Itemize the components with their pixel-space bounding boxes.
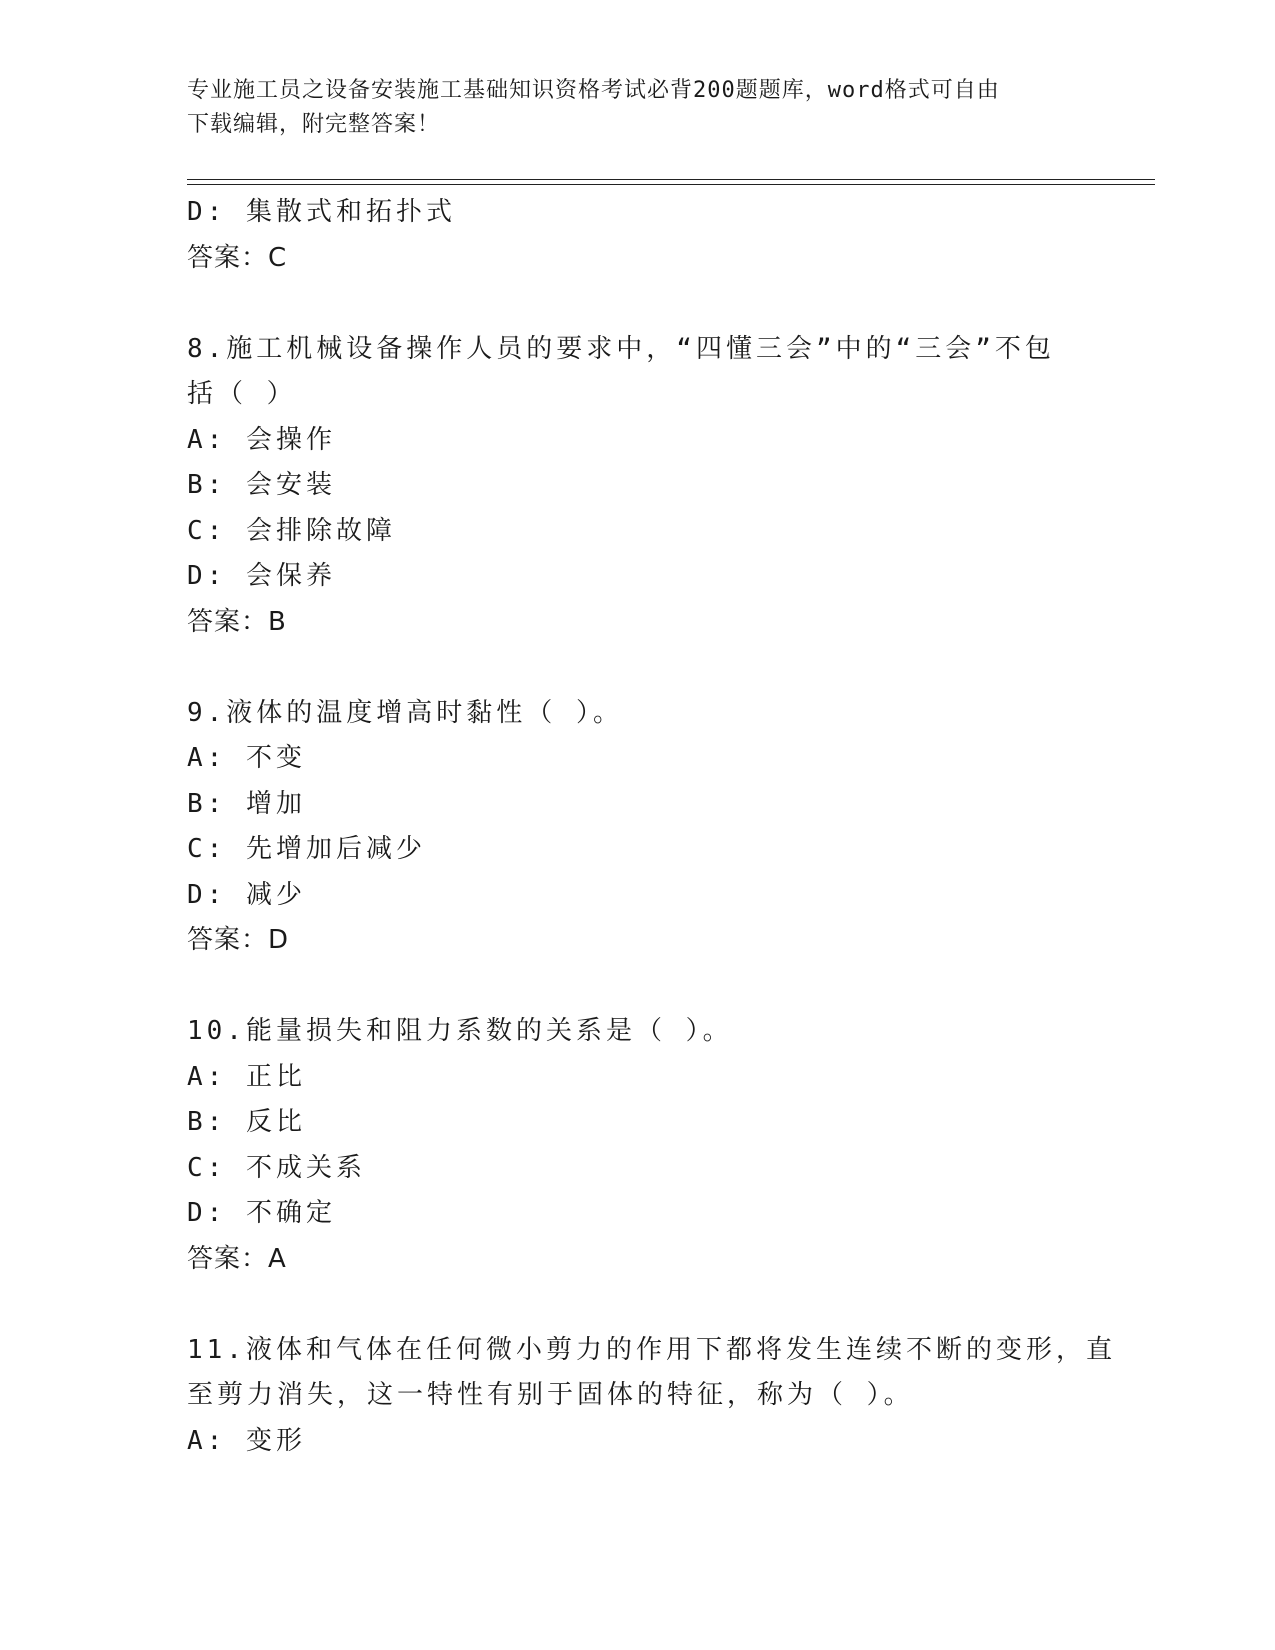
- prev-option-d: D: 集散式和拓扑式: [187, 197, 456, 227]
- question-list: [187, 190, 1116, 1464]
- question-stem: 至剪力消失，这一特性有别于固体的特征，称为（ ）。: [187, 1380, 914, 1410]
- option-d: D: 不确定: [187, 1198, 336, 1228]
- question-10: [187, 1009, 1087, 1282]
- spacer: [187, 1282, 1087, 1328]
- document-header: [187, 74, 1087, 142]
- spacer: [187, 281, 1087, 327]
- answer: 答案：D: [187, 925, 290, 955]
- header-divider-top: [187, 179, 1155, 180]
- option-a: A: 变形: [187, 1425, 306, 1456]
- question-8: [187, 327, 1087, 646]
- question-stem: 11.液体和气体在任何微小剪力的作用下都将发生连续不断的变形，直: [187, 1334, 1116, 1365]
- spacer: [187, 645, 1087, 691]
- question-stem: 8.施工机械设备操作人员的要求中，“四懂三会”中的“三会”不包: [187, 333, 1055, 364]
- answer: 答案：B: [187, 606, 287, 637]
- question-stem: 10.能量损失和阻力系数的关系是（ ）。: [187, 1016, 733, 1046]
- option-a: A: 不变: [187, 743, 306, 773]
- header-line-2: 下载编辑，附完整答案！: [187, 112, 441, 137]
- prev-answer: 答案：C: [187, 242, 288, 273]
- option-c: C: 先增加后减少: [187, 834, 426, 864]
- option-b: B: 反比: [187, 1107, 306, 1137]
- question-9: [187, 691, 1087, 964]
- option-d: D: 会保养: [187, 561, 336, 591]
- option-b: B: 会安装: [187, 470, 336, 500]
- option-d: D: 减少: [187, 879, 306, 910]
- answer: 答案：A: [187, 1243, 287, 1274]
- question-stem: 9.液体的温度增高时黏性（ ）。: [187, 697, 623, 728]
- spacer: [187, 964, 1087, 1010]
- header-line-1: 专业施工员之设备安装施工基础知识资格考试必背200题题库，word格式可自由: [187, 78, 1000, 103]
- option-a: A: 正比: [187, 1061, 306, 1092]
- question-stem: 括（ ）: [187, 379, 297, 409]
- question-11: [187, 1328, 1116, 1465]
- option-a: A: 会操作: [187, 424, 336, 455]
- option-c: C: 会排除故障: [187, 515, 396, 546]
- option-c: C: 不成关系: [187, 1152, 366, 1183]
- option-b: B: 增加: [187, 788, 306, 819]
- header-divider-bottom: [187, 184, 1155, 185]
